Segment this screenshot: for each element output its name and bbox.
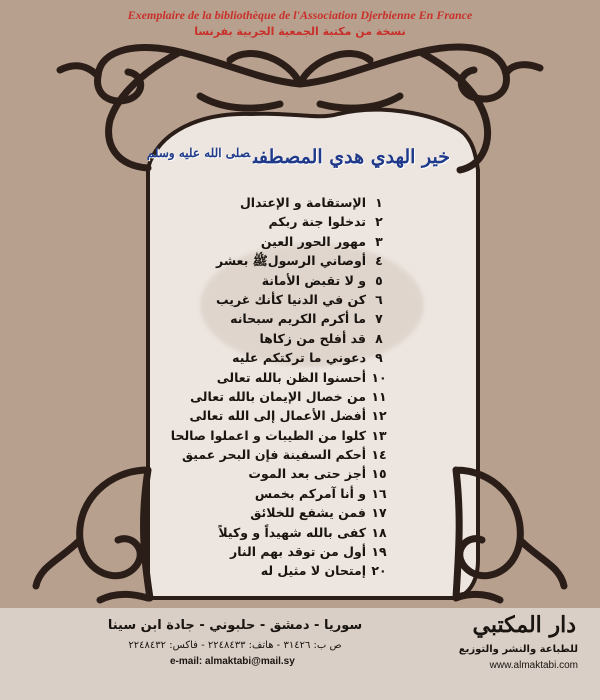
toc-item <box>148 368 388 387</box>
toc-title: أحكم السفينة فإن البحر عميق <box>182 447 366 463</box>
toc-title: أجز حتى بعد الموت <box>248 466 366 482</box>
toc-number: ١٧ <box>371 505 387 521</box>
book-title-text: خير الهدي هدي المصطفى <box>253 146 450 168</box>
toc-title: كلوا من الطيبات و اعملوا صالحا <box>170 427 366 443</box>
toc-title: و أنا آمركم بخمس <box>254 485 366 501</box>
toc-item <box>148 212 388 231</box>
toc-item <box>148 329 388 348</box>
toc-title: تدخلوا جنة ربكم <box>268 214 366 230</box>
toc-title: أحسنوا الظن بالله تعالى <box>216 369 366 385</box>
library-stamp-arabic: نسخة من مكتبة الجمعية الجربية بفرنسا <box>194 25 406 38</box>
toc-item <box>148 426 388 445</box>
toc-title: و لا تقبض الأمانة <box>261 272 366 288</box>
toc-number: ٨ <box>375 330 383 346</box>
toc-item <box>148 309 388 328</box>
toc-item <box>148 464 388 483</box>
toc-number: ٩ <box>375 350 383 366</box>
toc-number: ٣ <box>375 233 383 249</box>
toc-number: ١٣ <box>371 427 387 443</box>
toc-title: كفى بالله شهيداً و وكيلاً <box>218 524 366 540</box>
toc-number: ١٠ <box>371 369 387 385</box>
toc-title: الإستقامة و الإعتدال <box>239 195 366 210</box>
library-stamp-french: Exemplaire de la bibliothèque de l'Association Djerbienne En France <box>127 8 473 22</box>
toc-title: من خصال الإيمان بالله تعالى <box>190 388 366 404</box>
toc-item <box>148 271 388 290</box>
toc-title: أوصاني الرسولﷺ بعشر <box>216 253 366 269</box>
toc-item <box>148 251 388 270</box>
toc-title: فمن يشفع للخلائق <box>250 505 366 521</box>
toc-title: دعوني ما تركتكم عليه <box>232 350 366 366</box>
toc-number: ٦ <box>375 291 383 307</box>
toc-number: ١٨ <box>371 524 387 540</box>
toc-number: ١٥ <box>371 466 387 482</box>
toc-number: ١ <box>375 195 383 210</box>
toc-item <box>148 406 388 425</box>
publisher-address: سوريا - دمشق - حلبوني - جادة ابن سينا <box>107 618 363 633</box>
toc-item <box>148 561 388 580</box>
toc-title: قد أفلح من زكاها <box>259 330 366 346</box>
toc-title: ما أكرم الكريم سبحانه <box>230 311 366 327</box>
toc-title: مهور الحور العين <box>260 233 366 249</box>
toc-title: أفضل الأعمال إلى الله تعالى <box>189 408 366 424</box>
toc-number: ٢٠ <box>371 563 387 579</box>
toc-number: ٤ <box>375 253 383 269</box>
toc-number: ١٩ <box>371 544 387 560</box>
toc-item <box>148 232 388 251</box>
toc-title: أول من توقد بهم النار <box>230 544 366 560</box>
toc-item <box>148 290 388 309</box>
toc-item <box>148 523 388 542</box>
toc-item <box>148 193 388 212</box>
publisher-email[interactable]: e-mail: almaktabi@mail.sy <box>170 656 295 667</box>
honorific: صلى الله عليه وسلم <box>146 146 251 160</box>
toc-number: ١٦ <box>371 485 387 501</box>
toc-number: ٥ <box>375 272 383 288</box>
publisher-phone: ص ب: ٣١٤٢٦ - هاتف: ٢٢٤٨٤٣٣ - فاكس: ٢٢٤٨٤٣٢ <box>128 640 342 651</box>
toc-title: إمتحان لا مثيل له <box>260 563 366 579</box>
toc-item <box>148 542 388 561</box>
publisher-website[interactable]: www.almaktabi.com <box>489 660 578 671</box>
toc-number: ٢ <box>375 214 383 230</box>
toc-number: ١٤ <box>371 447 387 463</box>
toc-title: كن في الدنيا كأنك غريب <box>216 291 366 307</box>
toc-item <box>148 484 388 503</box>
toc-item <box>148 445 388 464</box>
toc-number: ١٢ <box>371 408 387 424</box>
toc-number: ١١ <box>371 388 387 404</box>
toc-item <box>148 387 388 406</box>
publisher-tagline: للطباعة والنشر والتوزيع <box>458 644 578 655</box>
toc-item <box>148 503 388 522</box>
toc-item <box>148 348 388 367</box>
toc-number: ٧ <box>375 311 383 327</box>
publisher-logo-name: دار المكتبي <box>472 612 576 638</box>
book-title <box>147 146 450 168</box>
table-of-contents <box>148 193 388 581</box>
